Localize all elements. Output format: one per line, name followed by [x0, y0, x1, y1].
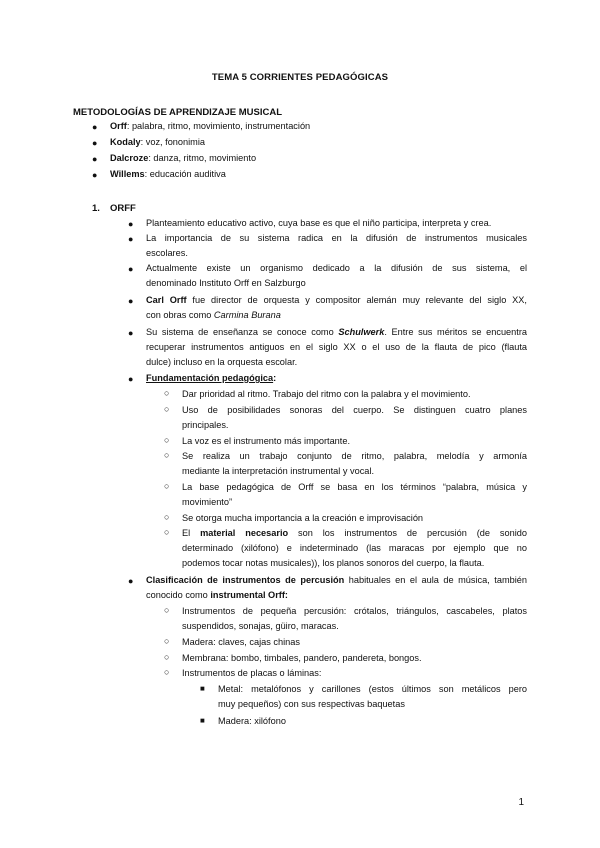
list-item-line: La base pedagógica de Orff se basa en los términos “palabra, música y [182, 482, 527, 492]
method-item: Willems: educación auditiva [110, 169, 226, 179]
paragraph-line: con obras como Carmina Burana [146, 310, 281, 320]
paragraph-line: Clasificación de instrumentos de percusión habituales en el aula de música, también [146, 575, 527, 585]
bullet-icon: ● [128, 296, 134, 306]
list-item-line: muy pequeños) con sus respectivas baquetas [218, 699, 405, 709]
circle-bullet-icon: ○ [164, 527, 170, 537]
paragraph-line: escolares. [146, 248, 188, 258]
list-item-line: El material necesario son los instrumentos de percusión (de sonido [182, 528, 527, 538]
list-item-line: determinado (xilófono) e indeterminado (las maracas por ejemplo que no [182, 543, 527, 553]
list-item: Se otorga mucha importancia a la creación e improvisación [182, 513, 424, 523]
bullet-icon: ● [92, 154, 98, 164]
bullet-icon: ● [92, 170, 98, 180]
bullet-icon: ● [128, 234, 134, 244]
circle-bullet-icon: ○ [164, 450, 170, 460]
paragraph-line: Su sistema de enseñanza se conoce como Schulwerk. Entre sus méritos se encuentra [146, 327, 528, 337]
circle-bullet-icon: ○ [164, 605, 170, 615]
circle-bullet-icon: ○ [164, 388, 170, 398]
list-item-line: Se realiza un trabajo conjunto de ritmo, palabra, melodía y armonía [182, 451, 527, 461]
method-item: Dalcroze: danza, ritmo, movimiento [110, 153, 257, 163]
bullet-icon: ● [128, 328, 134, 338]
circle-bullet-icon: ○ [164, 512, 170, 522]
list-item-line: podemos tocar notas musicales)), los planos sonoros del cuerpo, la flauta. [182, 558, 485, 568]
list-item: Madera: claves, cajas chinas [182, 637, 300, 647]
paragraph-line: La importancia de su sistema radica en la difusión de instrumentos musicales [146, 233, 527, 243]
list-item-line: principales. [182, 420, 229, 430]
list-item-line: Instrumentos de pequeña percusión: crótalos, triángulos, cascabeles, platos [182, 606, 527, 616]
list-item: La voz es el instrumento más importante. [182, 436, 351, 446]
list-item: Instrumentos de placas o láminas: [182, 668, 322, 678]
circle-bullet-icon: ○ [164, 667, 170, 677]
list-item-line: suspendidos, sonajas, güiro, maracas. [182, 621, 339, 631]
section-number: 1. [92, 203, 100, 214]
method-item: Kodaly: voz, fononimia [110, 137, 205, 147]
list-item: Dar prioridad al ritmo. Trabajo del ritmo con la palabra y el movimiento. [182, 389, 471, 399]
paragraph-line: Carl Orff fue director de orquesta y compositor alemán muy relevante del siglo XX, [146, 295, 527, 305]
subheading: Fundamentación pedagógica: [146, 373, 277, 383]
circle-bullet-icon: ○ [164, 652, 170, 662]
list-item-line: Metal: metalófonos y carillones (estos últimos son metálicos pero [218, 684, 527, 694]
circle-bullet-icon: ○ [164, 435, 170, 445]
bullet-icon: ● [128, 374, 134, 384]
methods-heading: METODOLOGÍAS DE APRENDIZAJE MUSICAL [73, 107, 283, 118]
paragraph-line: recuperar instrumentos antiguos en el siglo XX o el uso de la flauta de pico (flauta [146, 342, 527, 352]
page-number: 1 [518, 797, 524, 808]
paragraph-line: Actualmente existe un organismo dedicado a la difusión de sus sistema, el [146, 263, 527, 273]
page-title: TEMA 5 CORRIENTES PEDAGÓGICAS [211, 72, 389, 83]
paragraph-line: dulce) incluso en la orquesta escolar. [146, 357, 298, 367]
paragraph-line: denominado Instituto Orff en Salzburgo [146, 278, 306, 288]
bullet-icon: ● [92, 122, 98, 132]
paragraph-line: conocido como instrumental Orff: [146, 590, 288, 600]
list-item-line: movimiento” [182, 497, 233, 507]
list-item: Madera: xilófono [218, 716, 286, 726]
square-bullet-icon: ■ [200, 684, 205, 693]
circle-bullet-icon: ○ [164, 481, 170, 491]
list-item-line: Uso de posibilidades sonoras del cuerpo. Se distinguen cuatro planes [182, 405, 527, 415]
bullet-icon: ● [128, 219, 134, 229]
circle-bullet-icon: ○ [164, 404, 170, 414]
method-item: Orff: palabra, ritmo, movimiento, instrumentación [110, 121, 311, 131]
square-bullet-icon: ■ [200, 716, 205, 725]
bullet-icon: ● [128, 576, 134, 586]
bullet-icon: ● [92, 138, 98, 148]
list-item: Membrana: bombo, timbales, pandero, pandereta, bongos. [182, 653, 422, 663]
paragraph: Planteamiento educativo activo, cuya base es que el niño participa, interpreta y crea. [146, 218, 492, 228]
list-item-line: mediante la interpretación instrumental y vocal. [182, 466, 375, 476]
section-title: ORFF [110, 203, 136, 214]
circle-bullet-icon: ○ [164, 636, 170, 646]
bullet-icon: ● [128, 264, 134, 274]
